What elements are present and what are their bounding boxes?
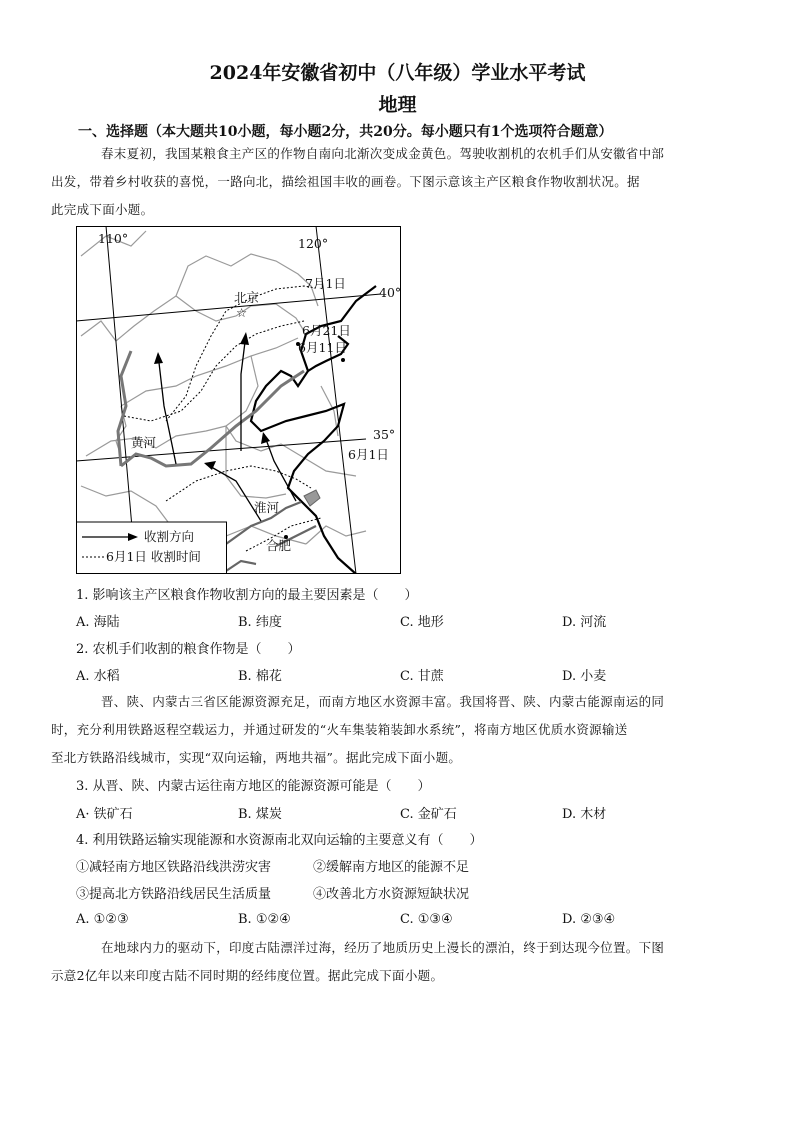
label-jun1: 6月1日 — [348, 447, 389, 462]
label-jul1: 7月1日 — [305, 276, 346, 291]
section-heading: 一、选择题（本大题共10小题，每小题2分，共20分。每小题只有1个选项符合题意） — [78, 124, 613, 140]
legend-direction: 收割方向 — [144, 529, 195, 544]
label-huaihe: 淮河 — [254, 500, 280, 515]
passage-line: 此完成下面小题。 — [51, 202, 154, 217]
passage-3 — [51, 934, 720, 990]
harvest-map — [76, 226, 401, 574]
statement-3: ③提高北方铁路沿线居民生活质量 — [76, 887, 272, 902]
question-2: 2. 农机手们收割的粮食作物是（ ） — [76, 642, 301, 657]
label-hefei: 合肥 — [266, 538, 292, 553]
label-lat-35: 35° — [373, 427, 396, 442]
passage-line: 晋、陕、内蒙古三省区能源资源充足，而南方地区水资源丰富。我国将晋、陕、内蒙古能源南运的同 — [101, 694, 665, 709]
passage-line: 出发，带着乡村收获的喜悦，一路向北，描绘祖国丰收的画卷。下图示意该主产区粮食作物收割状况。据 — [51, 174, 640, 189]
option-2b[interactable]: B. 棉花 — [238, 669, 282, 684]
option-1b[interactable]: B. 纬度 — [238, 615, 282, 630]
statement-1: ①减轻南方地区铁路沿线洪涝灾害 — [76, 860, 272, 875]
label-beijing: 北京 — [234, 290, 260, 305]
label-huanghe: 黄河 — [131, 435, 157, 450]
beijing-star-icon: ☆ — [236, 305, 248, 320]
passage-line: 时，充分利用铁路返程空载运力，并通过研发的“火车集装箱装卸水系统”，将南方地区优质水资源输送 — [51, 722, 628, 737]
statement-4: ④改善北方水资源短缺状况 — [313, 887, 470, 902]
question-4: 4. 利用铁路运输实现能源和水资源南北双向运输的主要意义有（ ） — [76, 833, 483, 848]
exam-title: 2024年安徽省初中（八年级）学业水平考试 — [209, 62, 586, 84]
option-1a[interactable]: A. 海陆 — [76, 615, 120, 630]
question-3: 3. 从晋、陕、内蒙古运往南方地区的能源资源可能是（ ） — [76, 779, 431, 794]
passage-2 — [51, 688, 720, 772]
passage-1 — [51, 140, 720, 224]
passage-line: 示意2亿年以来印度古陆不同时期的经纬度位置。据此完成下面小题。 — [51, 968, 444, 983]
option-4a[interactable]: A. ①②③ — [76, 912, 129, 927]
passage-line: 在地球内力的驱动下，印度古陆漂洋过海，经历了地质历史上漫长的漂泊，终于到达现今位置。下图 — [101, 940, 665, 955]
label-lon-120: 120° — [298, 236, 329, 251]
option-3a[interactable]: A· 铁矿石 — [76, 807, 133, 822]
city-dot — [341, 358, 345, 362]
subject-title: 地理 — [378, 94, 417, 116]
label-jun21: 6月21日 — [302, 323, 351, 338]
option-4b[interactable]: B. ①②④ — [238, 912, 291, 927]
option-3b[interactable]: B. 煤炭 — [238, 807, 282, 822]
option-1c[interactable]: C. 地形 — [400, 615, 444, 630]
label-lon-110: 110° — [98, 231, 129, 246]
option-4d[interactable]: D. ②③④ — [562, 912, 616, 927]
option-2c[interactable]: C. 甘蔗 — [400, 669, 444, 684]
statement-2: ②缓解南方地区的能源不足 — [313, 860, 470, 875]
passage-line: 春末夏初，我国某粮食主产区的作物自南向北渐次变成金黄色。驾驶收割机的农机手们从安徽省中部 — [101, 146, 665, 161]
passage-line: 至北方铁路沿线城市，实现“双向运输，两地共福”。据此完成下面小题。 — [51, 750, 462, 765]
option-2d[interactable]: D. 小麦 — [562, 669, 607, 684]
option-1d[interactable]: D. 河流 — [562, 615, 607, 630]
label-jun11: 6月11日 — [298, 340, 347, 355]
option-3d[interactable]: D. 木材 — [562, 807, 607, 822]
label-lat-40: 40° — [379, 285, 401, 300]
question-1: 1. 影响该主产区粮食作物收割方向的最主要因素是（ ） — [76, 588, 418, 603]
option-4c[interactable]: C. ①③④ — [400, 912, 453, 927]
option-3c[interactable]: C. 金矿石 — [400, 807, 457, 822]
legend-time: 6月1日 收割时间 — [106, 549, 201, 564]
option-2a[interactable]: A. 水稻 — [76, 669, 120, 684]
